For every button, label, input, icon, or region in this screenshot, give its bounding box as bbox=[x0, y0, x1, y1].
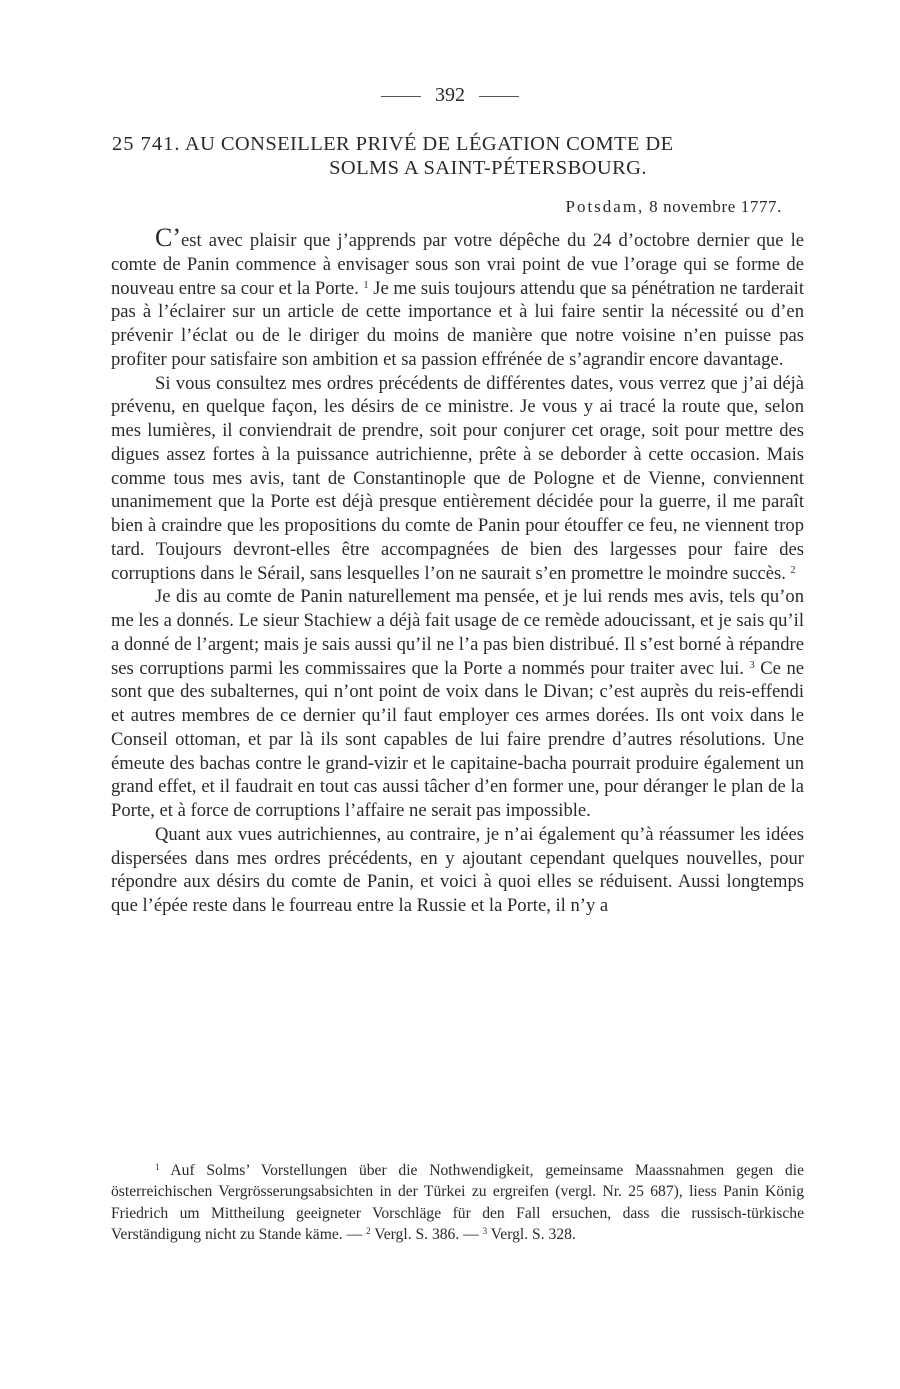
rule-left bbox=[381, 96, 421, 97]
paragraph-4: Quant aux vues autrichiennes, au contraire, je n’ai également qu’à réassumer les idées dispersées dans mes ordres précédents, en y ajoutant cependant quelques nouvelles, pour répondre aux désirs du comte de Panin, et voici à quoi elles se réduisent. Aussi longtemps que l’épée reste dans le fourreau entre la Russie et la Porte, il n’y a bbox=[111, 823, 804, 916]
footnotes bbox=[111, 1160, 804, 1245]
paragraph-2-text: Si vous consultez mes ordres précédents de différentes dates, vous verrez que j’ai déjà prévenu, en quelque façon, les désirs de ce ministre. Je vous y ai tracé la route que, selon mes lumières, il conviendrait de prendre, soit pour conjurer cet orage, soit pour mettre des digues assez fortes à la puissance autrichienne, prête à se deborder à cette occasion. Mais comme tous mes avis, tant de Constantinople que de Pologne et de Vienne, conviennent unanimement que la Porte est déjà presque entièrement décidée pour la guerre, il me paraît bien à craindre que les propositions du comte de Panin pour étouffer ce feu, ne viennent trop tard. Toujours devront-elles être accompagnées de bien des largesses pour faire des corruptions dans le Sérail, sans lesquelles l’on ne saurait s’en promettre le moindre succès. bbox=[111, 372, 804, 584]
title-line-2: SOLMS A SAINT-PÉTERSBOURG. bbox=[329, 157, 647, 179]
place: Potsdam, bbox=[565, 197, 645, 216]
footnote-3-mark: 3 bbox=[482, 1225, 488, 1236]
rule-right bbox=[479, 96, 519, 97]
title-line-1: AU CONSEILLER PRIVÉ DE LÉGATION COMTE DE bbox=[184, 133, 674, 155]
footnote-ref-1: 1 bbox=[363, 279, 369, 291]
paragraph-1-text-b: Je me suis toujours attendu que sa pénétration ne tarderait pas à l’éclairer sur un article de cette importance et à lui faire sentir la nécessité ou d’en prévenir l’éclat ou de le diriger du moins de manière que notre voisine n’en puisse pas profiter pour satisfaire son ambition et sa passion effrénée de s’agrandir encore davantage. bbox=[111, 277, 804, 370]
page-number-text: 392 bbox=[435, 84, 465, 106]
footnote-2-mark: 2 bbox=[366, 1225, 371, 1236]
paragraph-1-text-a: C’est avec plaisir que j’apprends par votre dépêche du 24 d’octobre dernier que le comte de Panin commence à envisager sous son vrai point de vue l’orage qui se forme de nouveau entre sa cour et la Porte. bbox=[111, 223, 804, 299]
paragraph-3-text-a: Je dis au comte de Panin naturellement ma pensée, et je lui rends mes avis, tels qu’on me les a donnés. Le sieur Stachiew a déjà fait usage de ce remède adoucissant, et je sais qu’il a donné de l’argent; mais je sais aussi qu’il ne l’a pas bien distribué. Il s’est borné à répandre ses corruptions parmi les commissaires que la Porte a nommés pour traiter avec lui. bbox=[111, 586, 804, 679]
paragraph-2 bbox=[111, 372, 804, 586]
footnote-block bbox=[111, 1160, 804, 1245]
footnote-1-text: Auf Solms’ Vorstellungen über die Nothwendigkeit, gemeinsame Maassnahmen gegen die österreichischen Vergrösserungsabsichten in der Türkei zu ergreifen (vergl. Nr. 25 687), liess Panin König Friedrich um Mittheilung geeigneter Vorschläge für den Fall ersuchen, dass die russisch-türkische Verständigung nicht zu Stande käme. — bbox=[111, 1162, 804, 1243]
paragraph-3-text-b: Ce ne sont que des subalternes, qui n’ont point de voix dans le Divan; c’est auprès du reis-effendi et autres membres de ce dernier qu’il faut employer ces armes dorées. Ils ont voix dans le Conseil ottoman, et par là ils sont capables de lui faire prendre d’autres résolutions. Une émeute des bachas contre le grand-vizir et le capitaine-bacha pourrait produire également un grand effet, et il faudrait en tout cas aussi tâcher d’en former une, pour déranger le plan de la Porte, et à force de corruptions l’affaire ne serait pas impossible. bbox=[111, 657, 804, 821]
paragraph-1 bbox=[111, 223, 804, 372]
heading-line-1 bbox=[112, 132, 804, 156]
letter-body bbox=[111, 223, 804, 918]
footnote-ref-3: 3 bbox=[749, 659, 755, 671]
footnote-3-text: Vergl. S. 328. bbox=[487, 1225, 576, 1243]
date: 8 novembre 1777. bbox=[649, 197, 782, 216]
entry-number: 25 741. bbox=[112, 133, 181, 155]
footnote-2-text: Vergl. S. 386. — bbox=[370, 1225, 483, 1243]
page-number bbox=[0, 84, 900, 107]
footnote-1-mark: 1 bbox=[155, 1162, 160, 1172]
paragraph-3 bbox=[111, 585, 804, 823]
dateline bbox=[566, 197, 783, 217]
footnote-ref-2: 2 bbox=[790, 564, 796, 576]
letter-heading bbox=[112, 132, 804, 180]
